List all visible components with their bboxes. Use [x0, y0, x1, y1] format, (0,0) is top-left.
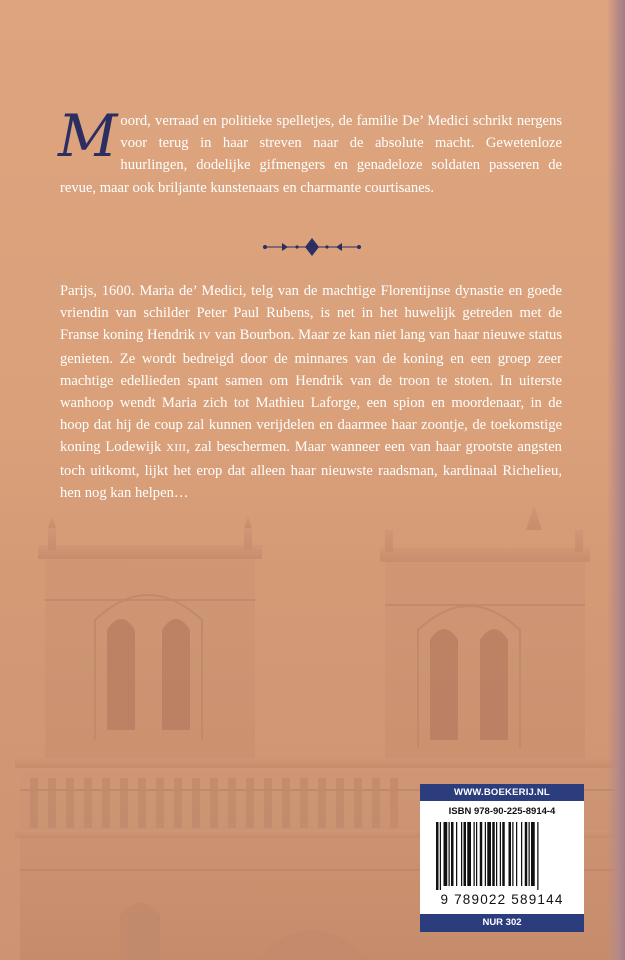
blurb-intro — [58, 102, 562, 199]
nur-label: NUR 302 — [420, 914, 584, 932]
barcode-digits: 9 789022 589144 — [440, 892, 564, 907]
blurb-body-part1: Parijs, 1600. Maria de’ Medici, telg van de machtige Florentijnse dynastie en goede vriendin van schilder Peter Paul Rubens, is net in het huwelijk getreden met de Franse koning Hendrik — [60, 283, 562, 344]
blurb-body-part3: , zal beschermen. Maar wanneer een van haar grootste angsten toch uitkomt, lijkt het erop dat alleen haar nieuwste raadsman, kardinaal Richelieu, hen nog kan helpen… — [60, 439, 562, 501]
barcode-panel — [420, 801, 584, 914]
barcode-block — [420, 784, 584, 932]
blurb-body-part2: van Bourbon. Maar ze kan niet lang van haar nieuwe status genieten. Ze wordt bedreigd door de minnares van de koning en een groep zeer machtige edellieden spant samen om Hendrik van de troon te stoten. In uiterste wanhoop wendt Maria zich tot Mathieu Laforge, een spion en moordenaar, in de hoop dat hij de coup zal kunnen verijdelen en daarmee haar zoontje, de toekomstige koning Lodewijk — [60, 327, 563, 456]
roman-numeral-xiii: XIII — [166, 442, 187, 455]
blurb-body — [60, 280, 562, 504]
spine-edge — [607, 0, 625, 960]
barcode-image — [434, 822, 570, 890]
blurb-intro-text: oord, verraad en politieke spelletjes, de familie De’ Medici schrikt nergens voor terug in haar streven naar de absolute macht. Gewetenloze huurlingen, dodelijke gifmengers en genadeloze soldaten passeren de revue, maar ook briljante kunstenaars en charmante courtisanes. — [60, 113, 562, 196]
ornament-divider-icon — [262, 237, 362, 257]
isbn-label: ISBN 978-90-225-8914-4 — [448, 806, 556, 817]
dropcap-letter: M — [58, 102, 118, 170]
roman-numeral-iv: IV — [198, 330, 211, 343]
website-label: WWW.BOEKERIJ.NL — [420, 784, 584, 801]
